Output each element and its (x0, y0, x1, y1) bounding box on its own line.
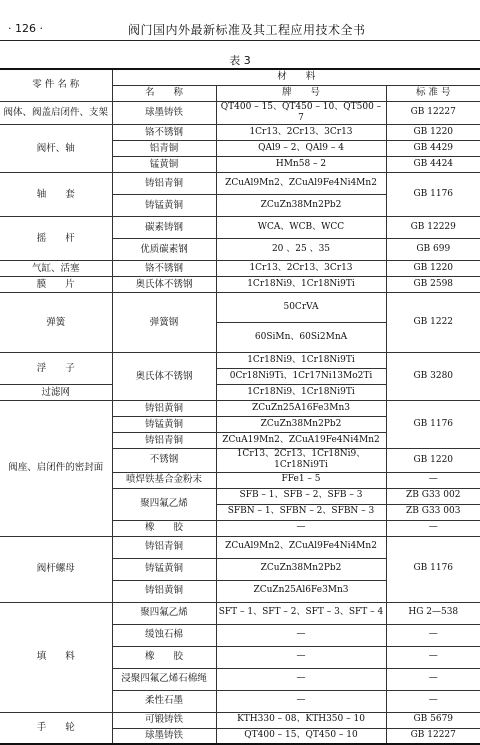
material-grade: 1Cr18Ni9、1Cr18Ni9Ti (216, 353, 386, 369)
material-grade: 1Cr13、2Cr13、1Cr18Ni9、1Cr18Ni9Ti (216, 449, 386, 473)
material-grade: QT400 – 15、QT450 – 10 (216, 728, 386, 744)
material-name: 橡 胶 (112, 520, 216, 536)
material-name: 碳素铸钢 (112, 217, 216, 239)
material-grade: ZCuZn38Mn2Pb2 (216, 558, 386, 580)
material-grade: 1Cr13、2Cr13、3Cr13 (216, 261, 386, 277)
part-cell: 轴 套 (0, 173, 112, 217)
material-standard: HG 2—538 (386, 602, 480, 624)
header-grade: 牌 号 (216, 85, 386, 101)
part-cell: 浮 子 (0, 353, 112, 385)
material-standard: GB 699 (386, 239, 480, 261)
material-grade: — (216, 690, 386, 712)
material-name: 铬不锈钢 (112, 261, 216, 277)
material-standard: GB 3280 (386, 353, 480, 401)
material-grade: SFBN – 1、SFBN – 2、SFBN – 3 (216, 504, 386, 520)
material-grade: 20 、25 、35 (216, 239, 386, 261)
material-name: 铝青铜 (112, 141, 216, 157)
material-grade: 60SiMn、60Si2MnA (216, 323, 386, 353)
material-grade: ZCuA19Mn2、ZCuA19Fe4Ni4Mn2 (216, 433, 386, 449)
material-name: 柔性石墨 (112, 690, 216, 712)
material-grade: ZCuZn38Mn2Pb2 (216, 195, 386, 217)
material-name: 铸锰黄铜 (112, 195, 216, 217)
material-grade: ZCuAl9Mn2、ZCuAl9Fe4Ni4Mn2 (216, 173, 386, 195)
material-grade: KTH330 – 08、KTH350 – 10 (216, 712, 386, 728)
material-grade: ZCuAl9Mn2、ZCuAl9Fe4Ni4Mn2 (216, 536, 386, 558)
material-name: 优质碳素钢 (112, 239, 216, 261)
material-grade: WCA、WCB、WCC (216, 217, 386, 239)
page-header (0, 0, 480, 40)
material-name: 铸铝青铜 (112, 173, 216, 195)
material-grade: 1Cr18Ni9、1Cr18Ni9Ti (216, 385, 386, 401)
material-grade: — (216, 624, 386, 646)
material-grade: QAl9 – 2、QAl9 – 4 (216, 141, 386, 157)
material-standard: GB 1220 (386, 261, 480, 277)
material-grade: ZCuZn38Mn2Pb2 (216, 417, 386, 433)
material-grade: HMn58 – 2 (216, 157, 386, 173)
header-part: 零 件 名 称 (0, 69, 112, 101)
material-name: 橡 胶 (112, 646, 216, 668)
part-cell: 手 轮 (0, 712, 112, 744)
material-name: 铸锰黄铜 (112, 417, 216, 433)
material-standard: GB 1222 (386, 293, 480, 353)
material-standard: GB 2598 (386, 277, 480, 293)
material-name: 喷焊铁基合金粉末 (112, 472, 216, 488)
material-name: 聚四氟乙烯 (112, 602, 216, 624)
material-grade: ZCuZn25A16Fe3Mn3 (216, 401, 386, 417)
material-standard: GB 1176 (386, 401, 480, 449)
material-name: 铸锰黄铜 (112, 558, 216, 580)
material-standard: ZB G33 003 (386, 504, 480, 520)
part-cell: 过滤网 (0, 385, 112, 401)
material-name: 浸聚四氟乙烯石棉绳 (112, 668, 216, 690)
part-cell: 膜 片 (0, 277, 112, 293)
part-cell: 填 料 (0, 602, 112, 712)
material-grade: FFe1 – 5 (216, 472, 386, 488)
material-standard: GB 4429 (386, 141, 480, 157)
material-name: 球墨铸铁 (112, 101, 216, 125)
part-cell: 摇 杆 (0, 217, 112, 261)
material-name: 缓蚀石棉 (112, 624, 216, 646)
material-grade: ZCuZn25Al6Fe3Mn3 (216, 580, 386, 602)
material-standard: GB 12227 (386, 728, 480, 744)
material-name: 铸铝青铜 (112, 536, 216, 558)
material-grade: SFT – 1、SFT – 2、SFT – 3、SFT – 4 (216, 602, 386, 624)
material-standard: GB 1176 (386, 536, 480, 602)
part-cell: 阀体、阀盖启闭件、支架 (0, 101, 112, 125)
material-grade: — (216, 668, 386, 690)
material-standard: GB 1220 (386, 449, 480, 473)
material-name: 铸铝青铜 (112, 433, 216, 449)
material-standard: — (386, 472, 480, 488)
header-material: 材 料 (112, 69, 480, 85)
material-name: 可锻铸铁 (112, 712, 216, 728)
material-grade: — (216, 646, 386, 668)
material-name: 奥氏体不锈钢 (112, 353, 216, 401)
material-standard: — (386, 624, 480, 646)
material-grade: 1Cr18Ni9、1Cr18Ni9Ti (216, 277, 386, 293)
part-cell: 气缸、活塞 (0, 261, 112, 277)
material-standard: GB 1176 (386, 173, 480, 217)
part-cell: 弹簧 (0, 293, 112, 353)
header-standard: 标 准 号 (386, 85, 480, 101)
material-name: 铸铝黄铜 (112, 401, 216, 417)
material-grade: QT400 – 15、QT450 – 10、QT500 – 7 (216, 101, 386, 125)
material-grade: 0Cr18Ni9Ti、1Cr17Ni13Mo2Ti (216, 369, 386, 385)
material-standard: — (386, 646, 480, 668)
part-cell: 阀杆螺母 (0, 536, 112, 602)
material-name: 球墨铸铁 (112, 728, 216, 744)
page-number: · 126 · (8, 22, 43, 35)
part-cell: 阀杆、轴 (0, 125, 112, 173)
table-caption: 表 3 (229, 54, 251, 67)
header-name: 名 称 (112, 85, 216, 101)
material-standard: GB 5679 (386, 712, 480, 728)
material-grade: SFB – 1、SFB – 2、SFB – 3 (216, 488, 386, 504)
header-rule (0, 40, 480, 41)
material-name: 聚四氟乙烯 (112, 488, 216, 520)
part-cell: 阀座、启闭件的密封面 (0, 401, 112, 537)
material-standard: GB 4424 (386, 157, 480, 173)
material-name: 铬不锈钢 (112, 125, 216, 141)
material-grade: 50CrVA (216, 293, 386, 323)
material-standard: GB 12229 (386, 217, 480, 239)
material-name: 不锈钢 (112, 449, 216, 473)
material-standard: ZB G33 002 (386, 488, 480, 504)
book-title: 阀门国内外最新标准及其工程应用技术全书 (128, 23, 366, 37)
material-standard: — (386, 668, 480, 690)
material-name: 弹簧钢 (112, 293, 216, 353)
material-name: 铸铝黄铜 (112, 580, 216, 602)
material-standard: — (386, 520, 480, 536)
material-standard: — (386, 690, 480, 712)
material-standard: GB 12227 (386, 101, 480, 125)
material-grade: — (216, 520, 386, 536)
materials-table (0, 68, 480, 745)
material-name: 锰黄铜 (112, 157, 216, 173)
material-grade: 1Cr13、2Cr13、3Cr13 (216, 125, 386, 141)
material-name: 奥氏体不锈钢 (112, 277, 216, 293)
material-standard: GB 1220 (386, 125, 480, 141)
